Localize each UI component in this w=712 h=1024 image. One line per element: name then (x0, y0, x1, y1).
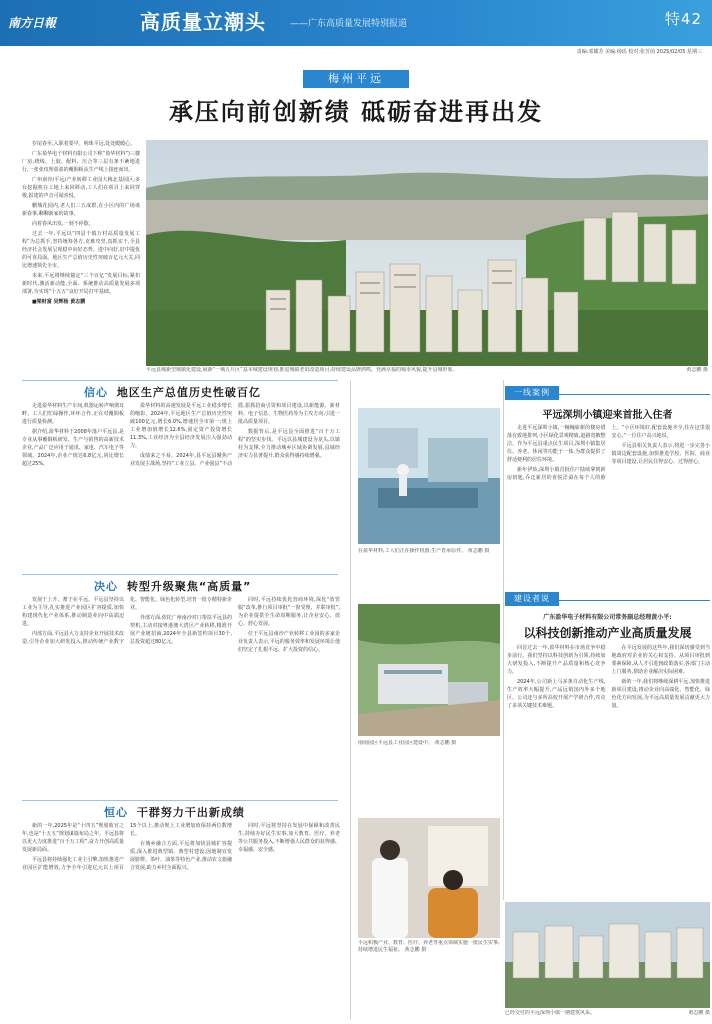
side-photo-credit: 黄志鹏 摄 (404, 947, 427, 953)
section-paragraph: 内部方面,平远县大力支持企业开展技术改造,引导企业加大研发投入,推动传统产业数字化、智能化、绿色化转型,培育一批专精特新企业。 (22, 597, 232, 645)
masthead (0, 0, 712, 46)
lead-paragraph: 岁尾春至,入职着要早。明珠平远,处处暖暖心。 (32, 141, 136, 147)
interview-paragraph: 在平远发展的这些年,我们深切感受到当地政府对企业的关心和支持。从项目审批到要素保障,从人才引进到政策落实,各部门主动上门服务,帮助企业解决实际困难。 (611, 645, 710, 675)
case-paragraph: 走进平远深圳小镇,一幢幢崭新的楼房错落有致地排列,小区绿化景观精致,道路宽敞整洁。作为平远县重点民生项目,深圳小镇集居住、养老、休闲等功能于一体,为群众提供了舒适便利的居住环境。 (507, 425, 606, 463)
lead-paragraph: 未来,平远将继续锚定“三个百亿”发展目标,紧扣新时代,激活新动能,全面、系统推动高质量发展多项部署,为实现“十五五”良好开局打牢基础。 (22, 273, 140, 295)
section-heading-confidence (84, 384, 261, 400)
section-divider (22, 574, 338, 575)
factory-illustration (358, 408, 500, 544)
region-tag: 梅州平远 (303, 70, 409, 88)
section-body-confidence (22, 402, 340, 570)
residential-illustration (505, 902, 710, 1008)
case-title: 平远深圳小镇迎来首批入住者 (542, 410, 673, 421)
residential-town-photo (505, 902, 710, 1008)
industrial-park-photo (358, 604, 500, 736)
lead-paragraph: 过去一年,平远以“四县千镇万村高质量发展工程”为总抓手,坚持统筹各方,克难攻坚,真抓实干,全县经济社会发展呈现稳中向好态势。进中向好,好中提优的可喜局面。地区生产总值历史性突破百亿元大关,同比增速领先全市。 (22, 231, 140, 269)
section-paragraph: 位于平远县南沙产业转移工业园的多家企业负责人表示,平远的服务效率和发展环境让他们坚定了扎根平远、扩大投资的信心。 (238, 631, 340, 653)
interview-paragraph: 2024年,公司新上马多条自动化生产线,生产效率大幅提升,产品远销国内外多个地区。公司还与多所高校开展产学研合作,攻克了多项关键技术难题。 (507, 679, 606, 709)
case-paragraph: 平远县相关负责人表示,将进一步完善小镇周边配套设施,加快推进学校、医院、商业等项目建设,让居民住得安心、过得舒心。 (611, 443, 710, 465)
case-body (507, 424, 710, 584)
page-number: 特42 (664, 10, 702, 28)
section-paragraph: 走进盈华材料生产车间,机器运转声响彻耳畔。工人们忙碌操作,环环合作,正在对覆铜板进行质量检测。 (22, 403, 124, 425)
hero-photo-caption (146, 367, 708, 375)
section-paragraph: 成绩来之不易。2024年,县平远县聚焦产业发展主战场,坚持“工业立县、产业强县”不动摇,狠抓招商引资和项目建设,以新能源、新材料、电子信息、生物医药等为主攻方向,引进一批高质量项目。 (130, 403, 340, 467)
side-photo-credit: 黄志鹏 摄 (467, 548, 490, 554)
section-paragraph: 发展于上升、蓄于在平远。平远县坚持以工业为主导,扎实推进产业园区扩容提质,加快构建现代化产业体系,推动制造业向中高端迈进。 (22, 597, 124, 627)
interview-title: 以科技创新推动产业高质量发展 (523, 626, 692, 640)
section-paragraph: 外部方面,依托广州南沙对口帮扶平远县的契机,主动对接粤港澳大湾区产业转移,精准开展产业链招商,2024年全县新签约项目30个,总投资超过80亿元。 (130, 615, 232, 645)
section-subtitle: ——广东高质量发展特别报道 (290, 19, 408, 29)
interview-kicker: 广东盈华电子材料有限公司常务副总经理黄小平: (543, 614, 672, 621)
interview-label: 建设者说 (505, 592, 559, 606)
section-heading-determination (94, 578, 251, 594)
section-accent: 恒心 (104, 806, 128, 819)
lead-byline: ■梁财富 吴辉杨 黄志鹏 (32, 299, 86, 305)
section-accent: 信心 (84, 386, 108, 399)
section-paragraph: 数据背后,是平远县全面推进“百千万工程”的坚实步伐。平远以县城建设为龙头,以镇村为支撑,全力推动城乡区域协调发展,县域经济实力显著提升,群众获得感持续增强。 (238, 429, 340, 459)
residential-photo-caption (505, 1010, 710, 1019)
industrial-park-illustration (358, 604, 500, 736)
section-paragraph: 平远县将持续强化工业主引擎,加快推进产业园区扩能增效,力争全年引进亿元以上项目15个以上,推动规上工业增加值保持两位数增长。 (22, 823, 232, 871)
hero-photo-credit: 黄志鹏 摄 (686, 367, 708, 373)
section-title: 高质量立潮头 (140, 10, 266, 34)
newspaper-logo: 南方日報 (8, 16, 57, 30)
bottom-photo-credit: 黄志鹏 摄 (688, 1010, 710, 1016)
factory-photo-caption (358, 548, 500, 570)
section-body-determination (22, 596, 340, 796)
column-divider (350, 380, 351, 1020)
section-paragraph: 同时,平远将坚持在发展中保障和改善民生,持续办好民生实事,加大教育、医疗、养老等公共服务投入,不断增强人民群众的获得感、幸福感、安全感。 (238, 823, 340, 853)
lead-article (22, 140, 140, 362)
hero-cityscape-photo (146, 140, 708, 366)
section-body-perseverance (22, 822, 340, 1020)
section-accent: 决心 (94, 580, 118, 593)
case-paragraph: 新年伊始,深圳小镇首批住户陆续拿到新房钥匙,乔迁新居的喜悦洋溢在每个人的脸上。“小区环境好,配套设施齐全,住在这里很安心。”一位住户高兴地说。 (507, 425, 710, 481)
case-label: 一线案例 (505, 386, 559, 400)
section-paragraph: 据介绍,盈华材料于2008年落户平远县,是专业从事覆铜板研发、生产与销售的高新技术企业,产品广泛应用于通讯、家电、汽车电子等领域。2024年,企业产值达6.8亿元,同比增长超过25%。 (22, 429, 124, 467)
side-caption-text: 平远积极产业、教育、医疗、养老等重点领域实施一批民生实事,持续增进民生福祉。 (358, 940, 500, 953)
section-paragraph: 在城乡融合方面,平远将加快县城扩容提质,深入推进典型镇、典型村建设,因地制宜发展脐橙、茶叶、油茶等特色产业,推动农文旅融合发展,助力乡村全面振兴。 (130, 841, 232, 871)
interview-paragraph: 新的一年,我们将继续深耕平远,加快推进新项目建设,推动企业向高端化、智能化、绿色化方向发展,为平远高质量发展贡献更大力量。 (611, 679, 710, 709)
lead-paragraph: 鹏城花园内,老人们三五成群,在小区内的广场谈新春事,聊聊新家的故事。 (22, 203, 140, 217)
section-divider (22, 800, 338, 801)
cityscape-illustration (146, 140, 708, 366)
side-caption-text: 在盈华材料,工人们正在操作机器,生产育承原件。 (358, 548, 467, 554)
lead-paragraph: 广州南沙/平远/产业转移工业园大梅北基园区,多台挖掘机在工地上来回移动,工人们在项目上来回穿梭,报建的声音可闻喜悦。 (22, 177, 140, 199)
section-heading-perseverance (104, 804, 245, 820)
interview-body (507, 644, 710, 898)
section-paragraph: 盈华材料的高速发展是平远工业稳步增长的缩影。2024年,平远地区生产总值历史性突破100亿元,增长6.0%,增速居全市第一;规上工业增加值增长12.6%,固定资产投资增长11.3%,工业经济为全县经济发展注入强劲动力。 (130, 403, 232, 449)
industrial-park-caption (358, 740, 500, 756)
lead-paragraph: 广东盈华电子材料有限公司下称“盈华材料”)三楼厂房,绕线、上胶、配料、压合等三层有条不紊地进行,一张张纹理盈盈的覆铜板从生产线上接连而出。 (22, 151, 140, 173)
interview-paragraph: 回首过去一年,盈华材料在市场竞争中稳步前行。我们坚持以科技创新为引领,持续加大研发投入,不断提升产品质量和核心竞争力。 (507, 645, 606, 675)
section-paragraph: 新的一年,2025年是“十四五”规划收官之年,也是“十五五”规划谋篇布局之年。平远县将以更大力度推进“百千万工程”,奋力开创高质量发展新局面。 (22, 823, 124, 853)
clinic-photo (358, 818, 500, 938)
section-divider (22, 380, 338, 381)
section-paragraph: 同时,平远持续优化营商环境,深化“放管服”改革,推行项目审批“一窗受理、并联审批”,为企业提供全生命周期服务,让企业安心、放心、舒心发展。 (238, 597, 340, 627)
bottom-caption-text: 已经交付的平远深圳小镇一期建筑风采。 (505, 1010, 596, 1016)
factory-photo (358, 408, 500, 544)
section-title: 转型升级聚焦“高质量” (126, 580, 252, 593)
clinic-photo-caption (358, 940, 500, 970)
section-title: 干群努力干出新成绩 (136, 806, 245, 819)
side-caption-text: 南南园区平远县工业园区建设中。 (358, 740, 434, 746)
side-photo-credit: 黄志鹏 摄 (434, 740, 457, 746)
section-title: 地区生产总值历史性破百亿 (116, 386, 261, 399)
column-divider (503, 380, 504, 900)
hero-caption-text: 平远县城新型城镇化建设,展新“一城五片区”基本城建设规划,推进城镇老旧改造项目,持续建设品牌鸿鸣。充满幸福的城市风貌,提升县城形象。 (146, 367, 458, 373)
editor-credit-line: 责编:邓耀芳 美编:杨瑶 校对:张芳茵 2025/02/05 星期三 (576, 49, 702, 55)
lead-paragraph: 向着春风出发,一刻不停歇。 (32, 221, 94, 227)
page-headline: 承压向前创新绩 砥砺奋进再出发 (168, 97, 544, 126)
clinic-illustration (358, 818, 500, 938)
